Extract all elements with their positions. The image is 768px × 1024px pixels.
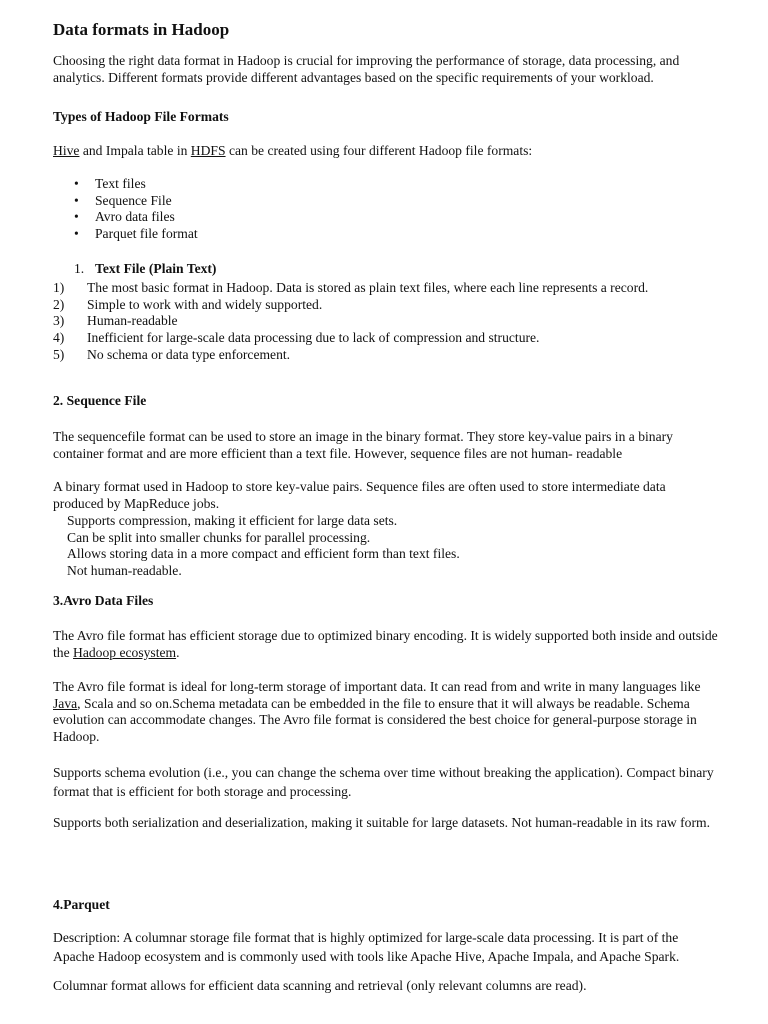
text-file-points [53, 280, 718, 364]
parquet-heading: 4.Parquet [53, 897, 110, 912]
list-item: 4) Inefficient for large-scale data processing due to lack of compression and structure. [53, 330, 540, 346]
list-item: • Text files [53, 176, 198, 193]
parquet-paragraph-2: Columnar format allows for efficient data scanning and retrieval (only relevant columns are read). [53, 978, 587, 993]
list-item: 5) No schema or data type enforcement. [53, 346, 291, 362]
sequence-heading: 2. Sequence File [53, 393, 147, 408]
list-item: Supports compression, making it efficient for large data sets. [67, 513, 398, 528]
list-item: Can be split into smaller chunks for parallel processing. [67, 529, 371, 545]
java-link[interactable]: Java [53, 695, 78, 711]
list-item: Not human-readable. [67, 563, 182, 579]
list-item: 1) The most basic format in Hadoop. Data is stored as plain text files, where each line represents a record. [53, 280, 649, 295]
sequence-paragraph-1: The sequencefile format can be used to store an image in the binary format. They store key-value pairs in a binary container format and are more efficient than a text file. However, sequence files are not human- readable [53, 429, 673, 461]
types-line-mid: and Impala table in [79, 143, 191, 158]
avro-paragraph-4: Supports both serialization and deserialization, making it suitable for large datasets. Not human-readable in its raw form. [53, 815, 710, 830]
avro-paragraph-3: Supports schema evolution (i.e., you can change the schema over time without breaking the application). Compact binary format that is efficient for both storage and processing. [53, 765, 714, 799]
types-intro-line [53, 143, 718, 160]
intro-paragraph: Choosing the right data format in Hadoop is crucial for improving the performance of storage, data processing, and analytics. Different formats provide different advantages based on the specific requirements of your workload. [53, 53, 680, 85]
avro-paragraph-2: The Avro file format is ideal for long-term storage of important data. It can read from and write in many languages like Java, Scala and so on.Schema metadata can be embedded in the file to ensure that it will always be readable. Schema evolution can accommodate changes. The Avro file format is considered the best choice for general-purpose storage in Hadoop. [53, 679, 701, 745]
sequence-points [53, 513, 732, 580]
list-item: Allows storing data in a more compact and efficient form than text files. [67, 546, 460, 562]
list-item: • Sequence File [53, 193, 198, 210]
list-item: • Avro data files [53, 209, 198, 226]
text-file-heading-number: 1. [74, 261, 85, 276]
page-title: Data formats in Hadoop [53, 20, 230, 39]
hive-link[interactable]: Hive [53, 143, 80, 158]
sequence-paragraph-2: A binary format used in Hadoop to store key-value pairs. Sequence files are often used to store intermediate data produced by MapReduce jobs. [53, 479, 666, 511]
list-item: • Parquet file format [53, 226, 198, 243]
avro-heading: 3.Avro Data Files [53, 593, 154, 608]
types-heading: Types of Hadoop File Formats [53, 109, 229, 124]
parquet-paragraph-1: Description: A columnar storage file format that is highly optimized for large-scale data processing. It is part of the Apache Hadoop ecosystem and is commonly used with tools like Apache Hive, Apache Impala, and Apache Spark. [53, 930, 680, 964]
hadoop-ecosystem-link[interactable]: Hadoop ecosystem [73, 644, 177, 660]
format-list [53, 176, 198, 243]
avro-paragraph-1: The Avro file format has efficient storage due to optimized binary encoding. It is widely supported both inside and outside the Hadoop ecosystem. [53, 628, 718, 660]
hdfs-link[interactable]: HDFS [190, 143, 226, 158]
text-file-heading-label: Text File (Plain Text) [95, 261, 217, 276]
list-item: 2) Simple to work with and widely supported. [53, 296, 323, 312]
types-line-rest: can be created using four different Hadoop file formats: [225, 143, 533, 158]
text-file-heading [74, 261, 216, 278]
list-item: 3) Human-readable [53, 313, 178, 329]
